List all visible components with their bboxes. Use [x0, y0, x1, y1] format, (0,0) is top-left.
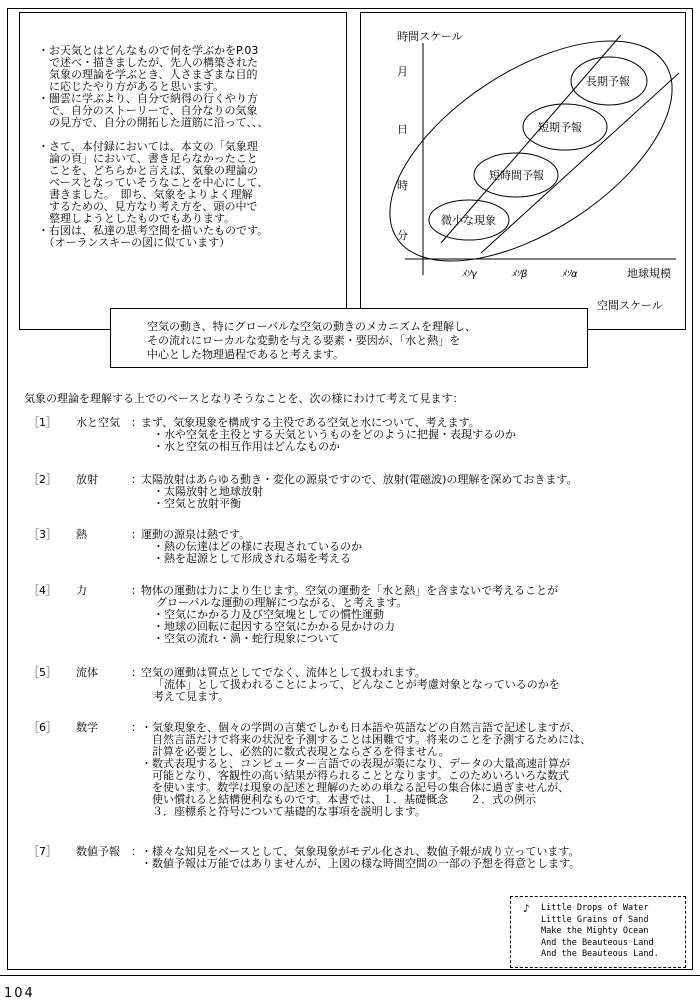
topic-description-line: 運動の源泉は熱です。 [141, 528, 251, 541]
page-number: 104 [4, 986, 35, 1001]
intro-note-line: で、自分のストーリーで、自分なりの気象 [38, 104, 258, 117]
intro-note-line: の見方で、自分の開拓した道筋に沿って、、、 [38, 116, 269, 129]
topic-description-line: ・数式表現すると、コンピューター言語での表現が楽になり、データの大量高速計算が [141, 757, 570, 770]
topic-description-line: 物体の運動は力により生じます。空気の運動を「水と熱」を含まないで考えることが [141, 584, 559, 597]
label-long-term: 長期予報 [586, 75, 630, 88]
topic-description-line: 可能となり、客観性の高い結果が得られることとなります。このためいろいろな数式 [141, 769, 570, 782]
y-tick-hour: 時 [397, 179, 408, 192]
verse-box [510, 896, 686, 968]
topic-colon: ： [131, 666, 142, 679]
x-axis-title: 空間スケール [597, 299, 663, 312]
intro-note-line: ・お天気とはどんなもので何を学ぶかをP.03 [38, 44, 259, 57]
topic-description-line: 太陽放射はあらゆる動き・変化の源泉ですので、放射(電磁波)の理解を深めておきます。 [141, 473, 578, 486]
topic-number: ［2］ [28, 473, 57, 486]
y-tick-minute: 分 [397, 229, 408, 242]
topic-description-line: を使います。数学は現象の記述と理解のための単なる記号の集合体に過ぎませんが、 [141, 781, 570, 794]
music-note-icon: ♪ [523, 902, 530, 915]
label-short-term: 短期予報 [538, 121, 582, 134]
intro-note-line: ことを、どちらかと言えば、気象の理論の [38, 164, 258, 177]
scale-diagram-box [360, 12, 686, 330]
topic-description-line: ・数値予報は万能ではありませんが、上図の様な時間空間の一部の予想を得意とします。 [141, 857, 581, 870]
summary-box [110, 308, 588, 368]
topic-number: ［1］ [28, 416, 57, 429]
topic-description-line: 使い慣れると結構便利なものです。本書では、１．基礎概念 ２．式の例示 [141, 793, 537, 806]
topic-description-line: ・水と空気の相互作用はどんなものか [153, 440, 340, 453]
x-tick-meso-gamma: ﾒｿγ [461, 269, 477, 280]
topic-description-line: ・気象現象を、個々の学問の言葉でしかも日本語や英語などの自然言語で記述しますが、 [141, 721, 581, 734]
topic-description-line: 考えて見ます。 [153, 690, 230, 703]
topic-colon: ： [131, 845, 142, 858]
x-tick-meso-beta: ﾒｿβ [511, 269, 528, 280]
topic-description-line: ・地球の回転に起因する空気にかかる見かけの力 [153, 620, 395, 633]
intro-note-line: （オーランスキーの図に似ています） [38, 236, 231, 249]
section-intro: 気象の理論を理解する上でのベースとなりそうなことを、次の様にわけて考えて見ます： [24, 392, 464, 405]
topic-colon: ： [131, 721, 142, 734]
topic-description-line: ・空気と放射平衡 [153, 497, 241, 510]
y-tick-month: 月 [397, 65, 408, 78]
label-very-short-term: 短時間予報 [489, 169, 544, 182]
intro-note-line: 書きました。 即ち、気象をよりよく理解 [38, 188, 253, 201]
boundary-line-upper [441, 35, 621, 243]
topic-name: 数値予報 [76, 845, 120, 858]
topic-description-line: ・空気の流れ・渦・蛇行現象について [153, 632, 340, 645]
topic-colon: ： [131, 528, 142, 541]
topic-description-line: 計算を必要とし、必然的に数式表現とならざるを得ません。 [141, 745, 450, 758]
intro-note-line: 整理しようとしたものでもあります。 [38, 212, 236, 225]
topic-description-line: ・様々な知見をベースとして、気象現象がモデル化され、数値予報が成り立っています。 [141, 845, 580, 858]
intro-note-line: 気象の理論を学ぶとき、人さまざまな目的 [38, 68, 258, 81]
scale-diagram [361, 13, 685, 329]
label-micro-phenomena: 微小な現象 [441, 214, 496, 227]
intro-note-line: ベースとなっていそうなことを中心にして、 [38, 176, 269, 189]
x-axis-end-label: 地球規模 [627, 267, 671, 280]
topic-description-line: まず、気象現象を構成する主役である空気と水について、考えます。 [141, 416, 480, 429]
summary-line-2: その流れにローカルな変動を与える要素・要因が、「水と熱」を [147, 334, 461, 347]
topic-colon: ： [131, 584, 142, 597]
intro-note-line: ・さて、本付録においては、本文の「気象理 [38, 140, 258, 153]
topic-colon: ： [131, 473, 142, 486]
topic-name: 数学 [76, 721, 98, 734]
verse-line: And the Beauteous Land. [541, 949, 659, 959]
topic-description-line: ・空気にかかる力及び空気塊としての慣性運動 [153, 608, 384, 621]
topic-name: 水と空気 [76, 416, 120, 429]
y-tick-day: 日 [397, 123, 408, 136]
topic-number: ［5］ [28, 666, 57, 679]
footer-rule [0, 975, 700, 976]
verse-line: And the Beauteous Land [541, 937, 654, 948]
intro-note-box [19, 12, 347, 330]
outer-ellipse [361, 13, 685, 305]
topic-number: ［6］ [28, 721, 57, 734]
summary-line-1: 空気の動き、特にグローバルな空気の動きのメカニズムを理解し、 [147, 320, 477, 333]
topic-description-line: ・太陽放射と地球放射 [153, 485, 263, 498]
topic-name: 力 [76, 584, 87, 597]
topic-number: ［7］ [28, 845, 57, 858]
topic-description-line: 空気の運動は質点としてでなく、流体として扱われます。 [141, 666, 426, 679]
topic-description-line: 「流体」として扱われることによって、どんなことが考慮対象となっているのかを [153, 678, 560, 691]
intro-note-line: で述べ・描きましたが、先人の構築された [38, 56, 258, 69]
topic-number: ［3］ [28, 528, 57, 541]
topic-description-line: ３．座標系と符号について基礎的な事項を説明します。 [141, 805, 426, 818]
intro-note-line: ・右図は、私達の思考空間を描いたものです。 [38, 224, 269, 237]
intro-note-line: 論の頁」において、書き足らなかったこと [38, 152, 258, 165]
topic-description-line: ・熱を起源として形成される場を考える [153, 552, 351, 565]
topic-name: 流体 [76, 666, 98, 679]
verse-line: Make the Mighty Ocean [541, 926, 649, 936]
topic-name: 放射 [76, 473, 98, 486]
intro-note-line: に応じたやり方があると思います。 [38, 80, 225, 93]
topic-description-line: グローバルな運動の理解につながる、と考えます。 [156, 596, 408, 609]
verse-line: Little Drops of Water [541, 903, 649, 913]
x-tick-meso-alpha: ﾒｿα [561, 269, 578, 280]
y-axis-title: 時間スケール [397, 30, 463, 43]
topic-name: 熱 [76, 528, 87, 541]
topic-colon: ： [131, 416, 142, 429]
intro-note-line: するための、見方なり考え方を、頭の中で [38, 200, 258, 213]
topic-description-line: ・水や空気を主役とする天気というものをどのように把握・表現するのか [153, 428, 516, 441]
intro-note-line: ・闇雲に学ぶより、自分で納得の行くやり方 [38, 92, 258, 105]
summary-line-3: 中心とした物理過程であると考えます。 [147, 348, 345, 361]
topic-description-line: ・熱の伝達はどの様に表現されているのか [153, 540, 362, 553]
verse-line: Little Grains of Sand [541, 914, 649, 925]
topic-number: ［4］ [28, 584, 57, 597]
topic-description-line: 自然言語だけで将来の状況を予測することは困難です。将来のことを予測するためには、 [141, 733, 592, 746]
